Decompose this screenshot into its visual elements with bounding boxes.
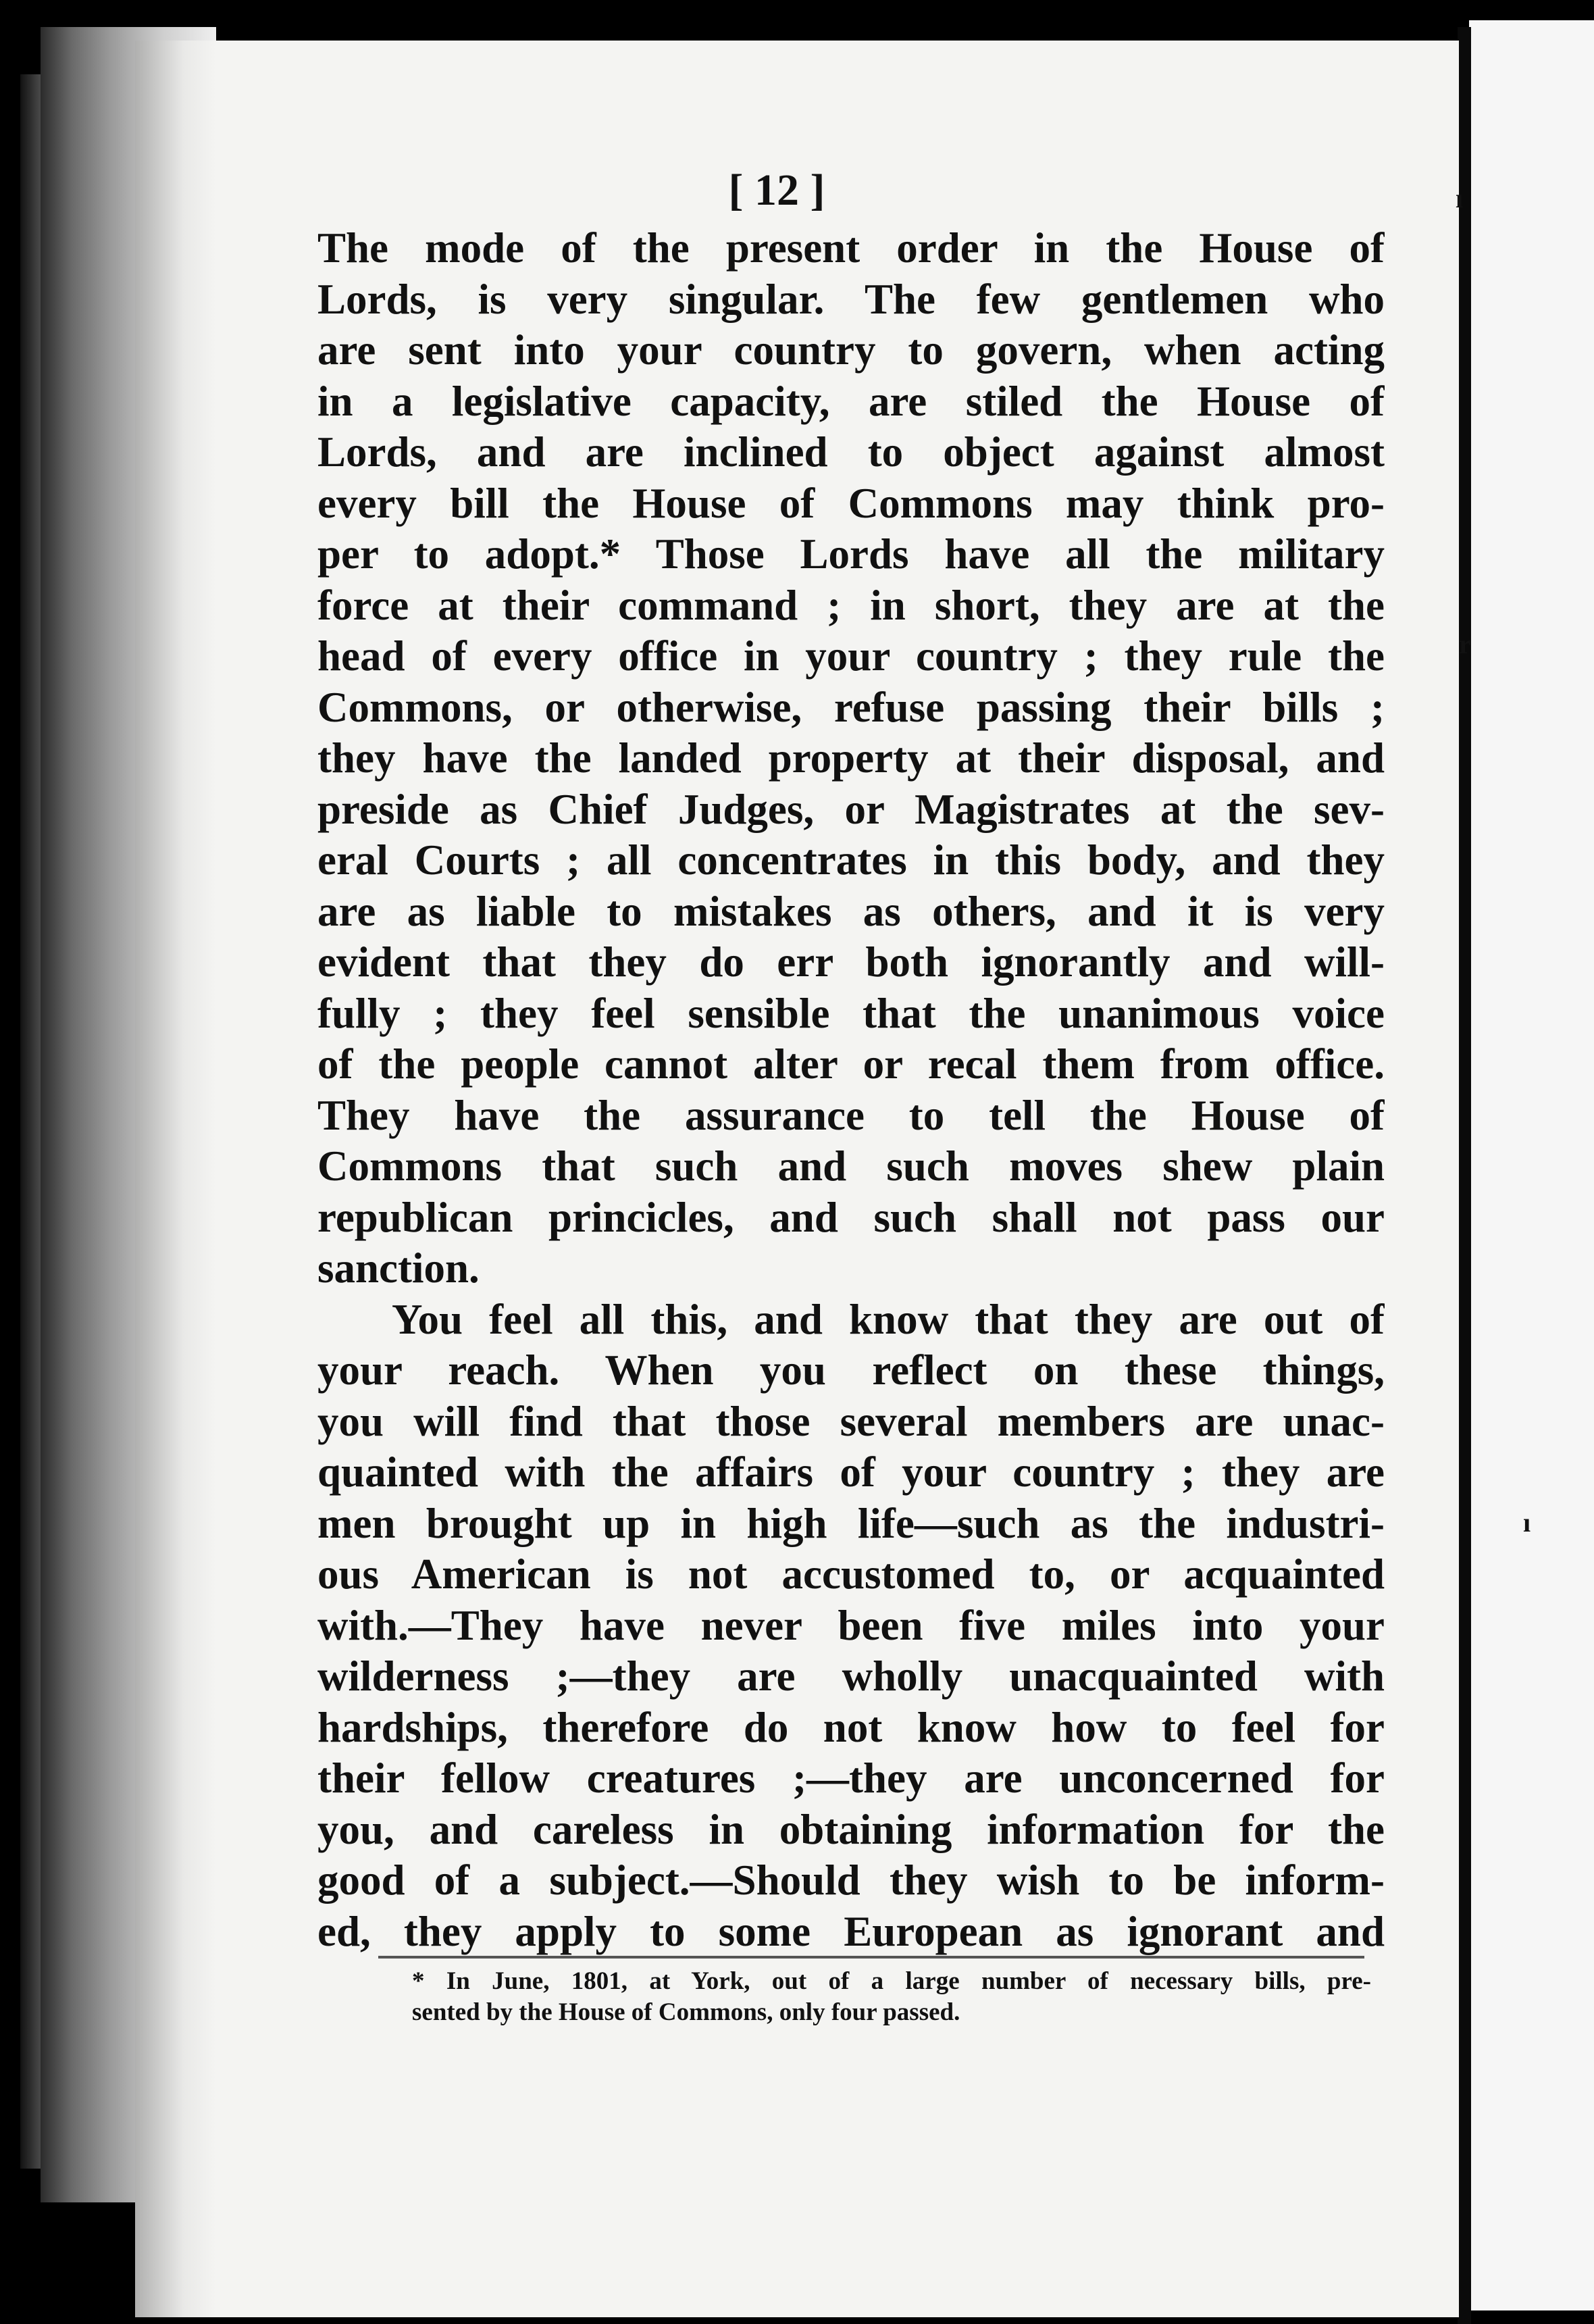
margin-mark: ı: [1456, 183, 1464, 213]
text-line: Lords, and are inclined to object against almost: [317, 428, 1385, 476]
footnote-line: * In June, 1801, at York, out of a large number of necessary bills, pre-: [412, 1967, 1371, 1995]
text-line: hardships, therefore do not know how to feel for: [317, 1703, 1385, 1751]
text-line: republican princicles, and such shall not pass our: [317, 1193, 1385, 1241]
text-line: fully ; they feel sensible that the unanimous voice: [317, 989, 1385, 1037]
footnote-line: sented by the House of Commons, only four passed.: [412, 1998, 960, 2026]
next-page-sliver: [1469, 20, 1594, 2310]
text-line: you, and careless in obtaining information for the: [317, 1805, 1385, 1853]
text-line: evident that they do err both ignorantly and will-: [317, 938, 1385, 986]
page-text: [317, 162, 1385, 1957]
text-line: are as liable to mistakes as others, and it is very: [317, 887, 1385, 935]
footnote: [412, 1966, 1371, 2028]
text-line: ous American is not accustomed to, or acquainted: [317, 1550, 1385, 1598]
text-line: are sent into your country to govern, when acting: [317, 326, 1385, 374]
text-line: Commons, or otherwise, refuse passing their bills ;: [317, 683, 1385, 731]
text-line: force at their command ; in short, they are at the: [317, 581, 1385, 629]
text-line: you will find that those several members are unac-: [317, 1397, 1385, 1445]
text-line: they have the landed property at their disposal, and: [317, 734, 1385, 782]
text-line: They have the assurance to tell the House of: [317, 1091, 1385, 1139]
text-line: in a legislative capacity, are stiled the House of: [317, 377, 1385, 425]
text-line: quainted with the affairs of your country ; they are: [317, 1448, 1385, 1496]
page-binding-shadow: [135, 41, 216, 2317]
text-line: good of a subject.—Should they wish to be inform-: [317, 1856, 1385, 1904]
text-line: sanction.: [317, 1244, 480, 1292]
text-line: their fellow creatures ;—they are unconcerned for: [317, 1754, 1385, 1802]
page-number: [ 12 ]: [728, 166, 825, 215]
text-line: wilderness ;—they are wholly unacquainted with: [317, 1652, 1385, 1700]
text-line: of the people cannot alter or recal them from office.: [317, 1040, 1385, 1088]
margin-mark: ı: [1523, 1507, 1531, 1538]
text-line: every bill the House of Commons may think pro-: [317, 479, 1385, 527]
text-line: preside as Chief Judges, or Magistrates at the sev-: [317, 785, 1385, 833]
page-divider: [1458, 27, 1471, 2324]
body-text: [317, 223, 1385, 1957]
footnote-rule: [378, 1956, 1364, 1959]
text-line: eral Courts ; all concentrates in this body, and they: [317, 836, 1385, 884]
text-line: The mode of the present order in the House of: [317, 224, 1385, 272]
text-line: your reach. When you reflect on these things,: [317, 1346, 1385, 1394]
text-line: You feel all this, and know that they are out of: [392, 1295, 1385, 1343]
text-line: per to adopt.* Those Lords have all the military: [317, 530, 1385, 578]
text-line: Commons that such and such moves shew plain: [317, 1142, 1385, 1190]
text-line: ed, they apply to some European as ignorant and: [317, 1907, 1385, 1955]
text-line: men brought up in high life—such as the industri-: [317, 1499, 1385, 1547]
text-line: head of every office in your country ; they rule the: [317, 632, 1385, 680]
text-line: Lords, is very singular. The few gentlemen who: [317, 275, 1385, 323]
text-line: with.—They have never been five miles into your: [317, 1601, 1385, 1649]
margin-mark: r: [1459, 629, 1471, 659]
